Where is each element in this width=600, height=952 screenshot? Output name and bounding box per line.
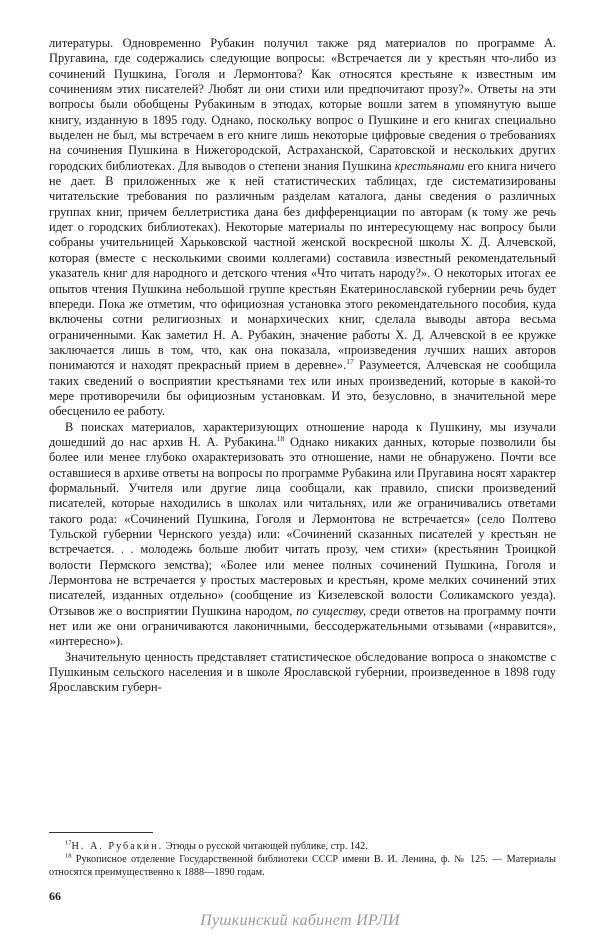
footnote-18 [49,853,556,879]
footnote-ref-17: 17 [346,357,354,367]
paragraph-2-part-b: Однако никаких данных, которые позволили бы более или менее глубоко охарактеризовать это отношение, нами не обнаружено. Почти все оставшиеся в архиве ответы на вопросы по программе Рубакина или Пругавина носят характер формальный. Учителя или другие лица сообщали, как правило, списки произведений писателей, которые находились в школах или читальнях, или же ограничивались ответами такого рода: «Сочинений Пушкина, Гоголя и Лермонтова не встречается» (село Полтево Тульской губернии Чернского уезда) или: «Сочинений сказанных писателей у крестьян не встречается. . . молодежь больше любит читать прозу, чем стихи» (крестьянин Троицкой волости Пермского земства); «Более или менее полных сочинений Пушкина, Гоголя и Лермонтова не встречается у простых мастеровых и крестьян, кроме мелких сочинений этих писателей, изданных отдельно» (сообщение из Кизелевской волости Соликамского уезда). Отзывов же о восприятии Пушкина народом, [49,434,556,618]
footnote-divider [49,832,153,833]
main-text [49,36,556,696]
paragraph-1-part-a: литературы. Одновременно Рубакин получил также ряд материалов по программе А. Пругавина, где содержались следующие вопросы: «Встречается ли у крестьян что-либо из сочинений Пушкина, Гоголя и Лермонтова? Как относятся крестьяне к известным им сочинениям этих писателей? Любят ли они стихи или предпочитают прозу?». Ответы на эти вопросы были обобщены Рубакиным в этюдах, которые вошли затем в упомянутую выше книгу, изданную в 1895 году. Однако, поскольку вопрос о Пушкине и его книгах специально выделен не был, мы встречаем в его книге лишь некоторые цифровые сведения о требованиях на сочинения Пушкина в Нижегородской, Астраханской, Саратовской и нескольких других городских библиотеках. Для выводов о степени знания Пушкина [49,36,556,173]
footnote-17-number: 17 [65,839,72,847]
paragraph-1-italic: крестьянами [394,158,465,173]
paragraph-2 [49,420,556,650]
paragraph-1-part-b: его книга ничего не дает. В приложенных же к ней статистических таблицах, где систематизированы читательские требования по различным разделам каталога, даны сведения о различных группах книг, причем беллетристика дана без дифференциации по авторам (к тому же речь идет о городских библиотеках). Некоторые материалы по интересующему нас вопросу были собраны учительницей Харьковской частной женской воскресной школы Х. Д. Алчевской, которая (вместе с несколькими своими коллегами) составила известный рекомендательный указатель книг для народного и детского чтения «Что читать народу?». О некоторых итогах ее опытов чтения Пушкина небольшой группе крестьян Екатеринославской губернии речь будет впереди. Пока же отметим, что официозная установка этого рекомендательного пособия, куда включены сотни религиозных и монархических книг, сделала выводы автора весьма ограниченными. Как заметил Н. А. Рубакин, значение работы Х. Д. Алчевской в ее кружке заключается лишь в том, что, как она показала, «произведения лучших наших авторов понимаются и находят прекрасный прием в деревне». [49,158,556,373]
watermark: Пушкинский кабинет ИРЛИ [200,912,400,929]
footnote-18-number: 18 [65,852,72,860]
paragraph-1-part-c: Разумеется, Алчевская не сообщила таких сведений о восприятии крестьянами тех или иных произведений, которые в какой-то мере противоречили бы официозным установкам. И это, безусловно, в значительной мере обесценило ее работу. [49,358,556,419]
paragraph-3: Значительную ценность представляет статистическое обследование вопроса о знакомстве с Пушкиным сельского населения и в школе Ярославской губернии, произведенное в 1898 году Ярославским губерн- [49,649,556,695]
paragraph-2-part-c: среди ответов на программу почти нет или же они ограничиваются лаконичными, бессодержательными отзывами («нравится», «интересно»). [49,603,556,649]
footnote-18-text: Рукописное отделение Государственной библиотеки СССР имени В. И. Ленина, ф. № 125. — Материалы относятся преимущественно к 1888—1890 годам. [49,854,556,878]
footnote-17-author: Н. А. Рубакин. [71,841,164,852]
footnote-ref-18: 18 [276,433,285,443]
footnotes [49,840,556,879]
page-number: 66 [49,889,61,903]
paragraph-1 [49,36,556,420]
footnote-17 [49,840,556,853]
footnote-17-text: Этюды о русской читающей публике, стр. 142. [163,841,368,852]
paragraph-2-italic: по существу, [296,603,367,618]
paragraph-2-part-a: В поисках материалов, характеризующих отношение народа к Пушкину, мы изучали дошедший до нас архив Н. А. Рубакина. [49,419,556,449]
